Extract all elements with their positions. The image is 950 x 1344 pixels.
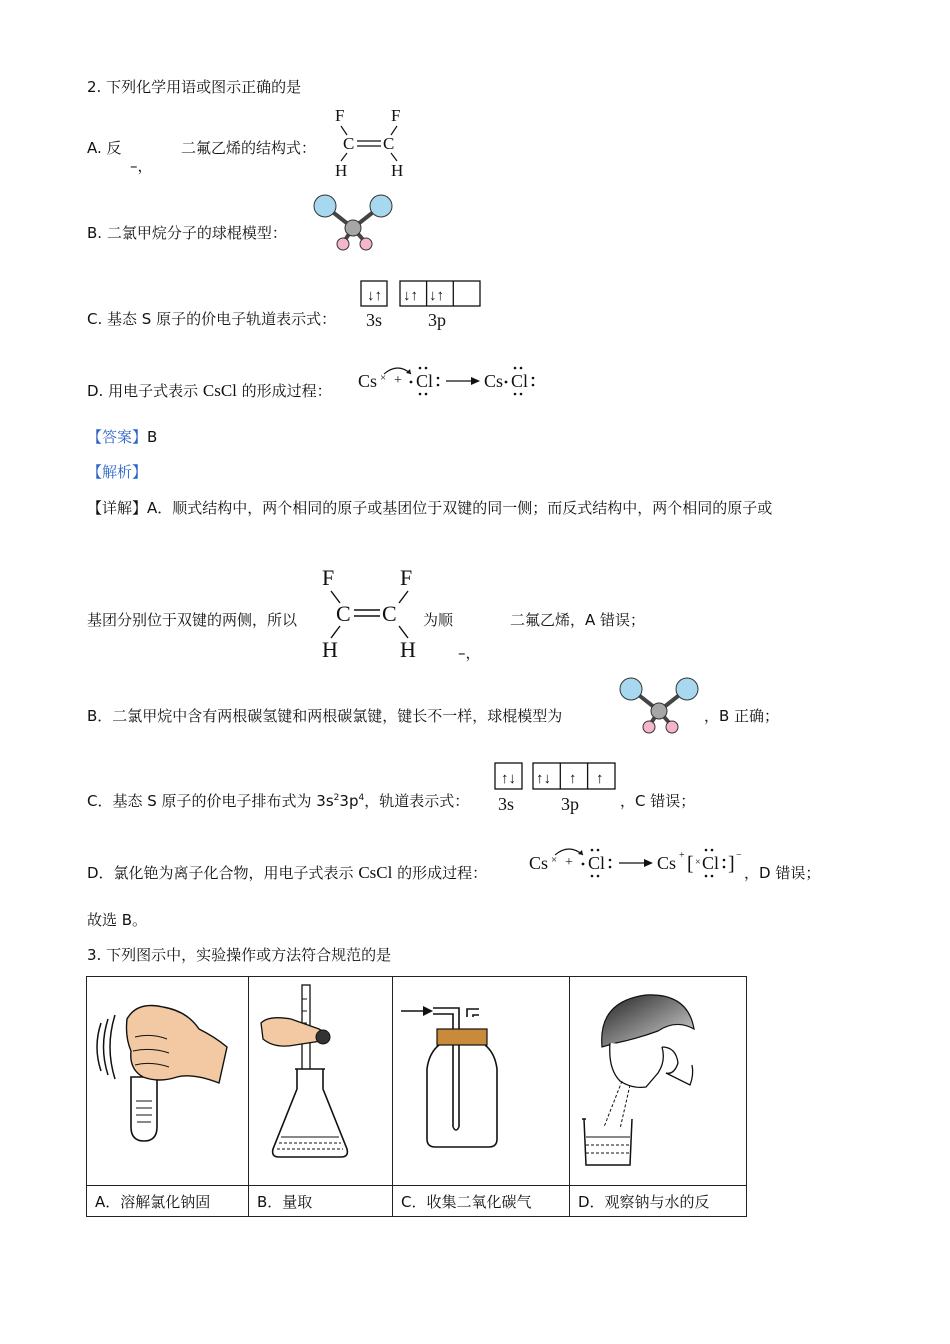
detail-d-text: D．氯化铯为离子化合物，用电子式表示 CsCl 的形成过程：: [87, 863, 488, 882]
conclusion: 故选 B。: [87, 911, 148, 929]
q3-option-c: C．收集二氧化碳气: [393, 1186, 570, 1217]
chlorine-symbol: Cl: [588, 853, 606, 873]
arrow-icon: [423, 1006, 433, 1016]
plus-sign: +: [565, 855, 573, 870]
hydrogen-atom: H: [400, 637, 416, 662]
q3-stem: 3. 下列图示中，实验操作或方法符合规范的是: [87, 946, 392, 964]
orbital-label-3s: 3s: [366, 310, 383, 330]
q2-option-c-text: C. 基态 S 原子的价电子轨道表示式：: [87, 310, 337, 328]
q3-image-d: [570, 977, 747, 1186]
hydrogen-atom-ball: [337, 238, 349, 250]
carbon-atom: C: [343, 134, 355, 153]
fluorine-atom: F: [400, 565, 413, 590]
svg-text:↑: ↑: [596, 771, 604, 787]
carbon-atom: C: [382, 601, 397, 626]
svg-text:↑: ↑: [569, 771, 577, 787]
q3-option-b: B．量取: [249, 1186, 393, 1217]
q3-image-b: [249, 977, 393, 1186]
chlorine-atom-ball: [314, 195, 336, 217]
detail-a-line2-mid: 为顺: [423, 611, 454, 629]
chlorine-atom-ball: [370, 195, 392, 217]
hand: [127, 1006, 228, 1084]
shaking-test-tube-illustration: [87, 977, 248, 1181]
fluorine-atom: F: [391, 106, 401, 125]
q2-option-b-text: B. 二氯甲烷分子的球棍模型：: [87, 224, 287, 242]
svg-text:↑↓: ↑↓: [501, 771, 516, 787]
gas-bottle: [427, 1045, 497, 1147]
positive-charge: +: [679, 850, 685, 861]
q2-option-a-dash: –，: [130, 157, 153, 175]
hydrogen-atom: H: [322, 637, 338, 662]
electron-cross: ×: [695, 857, 701, 868]
observing-reaction-illustration: [570, 977, 746, 1181]
orbital-label-3p: 3p: [561, 794, 579, 814]
q2-d-electron-formula: [356, 360, 542, 400]
orbital-label-3p: 3p: [428, 310, 446, 330]
fluorine-atom: F: [322, 565, 335, 590]
cesium-symbol: Cs: [529, 853, 549, 873]
carbon-atom: C: [336, 601, 351, 626]
detail-b-post: ，B 正确；: [704, 707, 780, 725]
svg-text:↓↑: ↓↑: [367, 288, 382, 304]
chlorine-symbol: Cl: [416, 371, 434, 391]
q3-option-d: D．观察钠与水的反: [570, 1186, 747, 1217]
valve-knob: [316, 1030, 330, 1044]
hydrogen-atom-ball: [360, 238, 372, 250]
svg-text:↓↑: ↓↑: [429, 288, 444, 304]
q2-a-structural-formula: [325, 104, 415, 180]
cork-stopper: [437, 1029, 487, 1045]
detail-d-end: ，D 错误；: [744, 864, 821, 882]
carbon-atom-ball: [651, 703, 667, 719]
detail-a-line1: 【详解】A．顺式结构中，两个相同的原子或基团位于双键的同一侧；而反式结构中，两个相同的原子或: [87, 499, 773, 517]
hair: [602, 995, 694, 1047]
detail-a-structural-formula: [316, 563, 424, 663]
svg-text:↑↓: ↑↓: [536, 771, 551, 787]
q2-c-orbital-diagram: [358, 278, 484, 332]
q2-option-a-prefix: A. 反: [87, 139, 122, 157]
detail-c-text: C．基态 S 原子的价电子排布式为 $3s^23p^4$，轨道表示式：: [87, 792, 470, 810]
electron-cross: ×: [380, 372, 387, 384]
q3-options-table: [86, 976, 747, 1217]
detail-c-end: ，C 错误；: [620, 792, 696, 810]
beaker: [584, 1119, 632, 1165]
hydrogen-atom-ball: [666, 721, 678, 733]
svg-text:[: [: [687, 853, 694, 875]
q2-option-a-text: 二氟乙烯的结构式：: [181, 139, 317, 157]
q3-image-c: [393, 977, 570, 1186]
q2-stem: 2. 下列化学用语或图示正确的是: [87, 78, 302, 96]
answer-line: 【答案】B: [87, 428, 158, 446]
q2-option-d-text: D. 用电子式表示 CsCl 的形成过程：: [87, 381, 332, 400]
gas-collection-bottle-illustration: [393, 977, 569, 1181]
detail-b-ball-stick-model: [616, 675, 704, 737]
detail-b-pre: B．二氯甲烷中含有两根碳氢键和两根碳氯键，键长不一样，球棍模型为: [87, 707, 563, 725]
q2-b-ball-stick-model: [308, 192, 398, 254]
svg-text:↓↑: ↓↑: [403, 288, 418, 304]
inlet-tube: [433, 1008, 459, 1127]
detail-a-line2-pre: 基团分别位于双键的两侧，所以: [87, 611, 298, 629]
hydrogen-atom-ball: [643, 721, 655, 733]
cesium-symbol: Cs: [657, 853, 677, 873]
graduated-cylinder-flask-illustration: [249, 977, 392, 1181]
hydrogen-atom: H: [335, 161, 348, 180]
electron-cross: ×: [551, 854, 558, 866]
carbon-atom-ball: [345, 220, 361, 236]
chlorine-atom-ball: [676, 678, 698, 700]
negative-charge: −: [736, 850, 742, 861]
chlorine-atom-ball: [620, 678, 642, 700]
hand: [261, 1018, 324, 1046]
detail-a-dash: –，: [458, 644, 481, 662]
q3-image-a: [87, 977, 249, 1186]
cesium-symbol: Cs: [358, 371, 378, 391]
face: [610, 1043, 664, 1087]
q3-option-a: A．溶解氯化钠固: [87, 1186, 249, 1217]
detail-d-electron-formula: [527, 840, 747, 884]
hydrogen-atom: H: [391, 161, 404, 180]
test-tube: [131, 1077, 157, 1141]
chlorine-symbol: Cl: [702, 853, 720, 873]
fluorine-atom: F: [335, 106, 345, 125]
chlorine-symbol: Cl: [511, 371, 529, 391]
svg-text:]: ]: [728, 853, 735, 875]
plus-sign: +: [394, 373, 402, 388]
analysis-label: 【解析】: [87, 463, 148, 481]
conical-flask: [273, 1069, 348, 1157]
carbon-atom: C: [383, 134, 395, 153]
detail-c-orbital-diagram: [491, 760, 621, 816]
detail-a-line2-post: 二氟乙烯，A 错误；: [510, 611, 646, 629]
cesium-symbol: Cs: [484, 371, 504, 391]
orbital-label-3s: 3s: [498, 794, 515, 814]
